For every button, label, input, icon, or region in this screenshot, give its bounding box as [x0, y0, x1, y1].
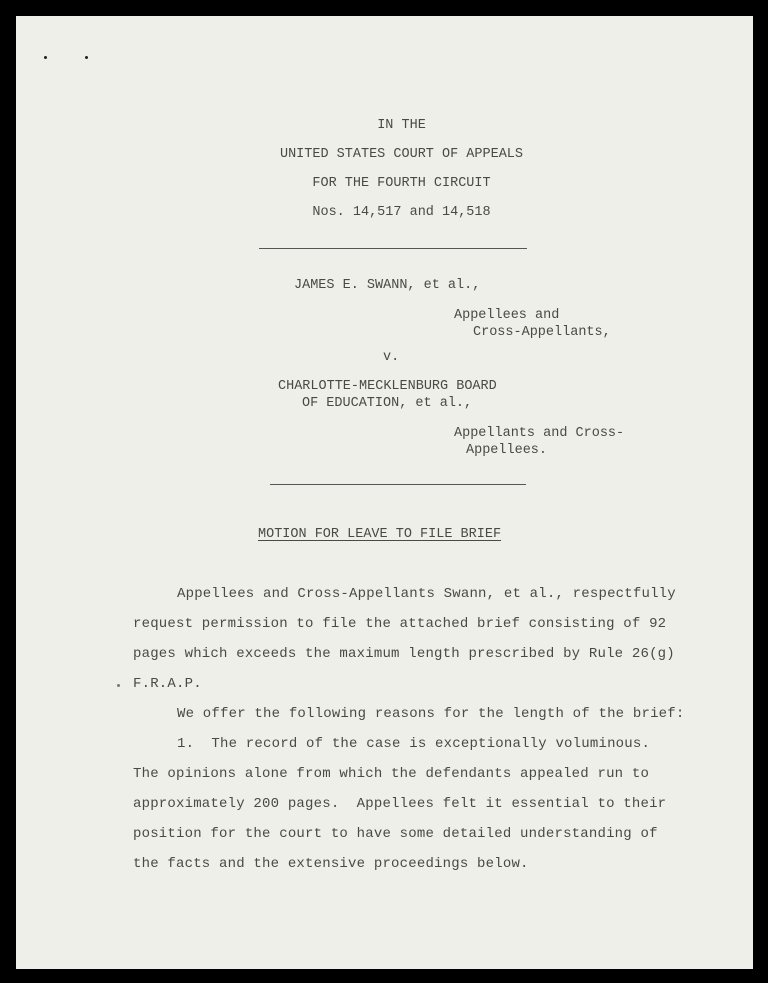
margin-mark [44, 56, 47, 59]
paragraph-line: F.R.A.P. [133, 676, 202, 692]
margin-mark [117, 684, 120, 687]
paragraph-line: pages which exceeds the maximum length prescribed by Rule 26(g) [133, 646, 675, 662]
paragraph-line: Appellees and Cross-Appellants Swann, et al., respectfully [177, 586, 676, 602]
party-2-role: Appellants and Cross- [454, 426, 625, 441]
divider-top [259, 248, 527, 249]
party-2-role: Appellees. [466, 443, 548, 458]
paragraph-line: The opinions alone from which the defendants appealed run to [133, 766, 650, 782]
document-page [16, 16, 753, 969]
paragraph-line: approximately 200 pages. Appellees felt it essential to their [133, 796, 667, 812]
header-line-2: UNITED STATES COURT OF APPEALS [279, 147, 524, 162]
case-numbers: Nos. 14,517 and 14,518 [312, 205, 491, 220]
paragraph-line: the facts and the extensive proceedings below. [133, 856, 529, 872]
party-1-name: JAMES E. SWANN, et al., [294, 278, 481, 293]
header-line-1: IN THE [377, 118, 426, 133]
paragraph-line: 1. The record of the case is exceptionally voluminous. [177, 736, 651, 752]
paragraph-line: We offer the following reasons for the length of the brief: [177, 706, 685, 722]
party-1-role: Appellees and [454, 308, 560, 323]
party-2-name: CHARLOTTE-MECKLENBURG BOARD [278, 379, 497, 394]
paragraph-line: request permission to file the attached brief consisting of 92 [133, 616, 667, 632]
paragraph-line: position for the court to have some detailed understanding of [133, 826, 658, 842]
motion-title: MOTION FOR LEAVE TO FILE BRIEF [258, 527, 502, 542]
margin-mark [85, 56, 88, 59]
versus: v. [383, 350, 400, 365]
header-line-3: FOR THE FOURTH CIRCUIT [312, 176, 491, 191]
party-2-name: OF EDUCATION, et al., [302, 396, 473, 411]
divider-bottom [270, 484, 526, 485]
party-1-role: Cross-Appellants, [473, 325, 611, 340]
